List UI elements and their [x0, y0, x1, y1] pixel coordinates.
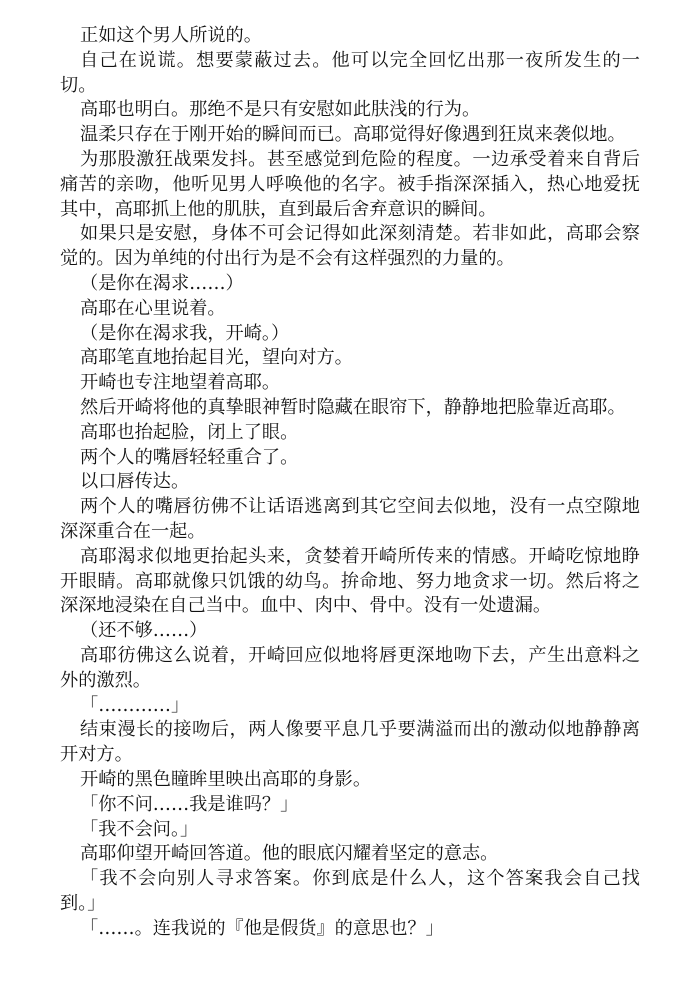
paragraph-21: 结束漫长的接吻后，两人像要平息几乎要满溢而出的激动似地静静离开对方。 — [60, 719, 640, 766]
paragraph-16: 两个人的嘴唇彷佛不让话语逃离到其它空间去似地，没有一点空隙地深深重合在一起。 — [60, 496, 640, 542]
paragraph-8: 高耶在心里说着。 — [80, 297, 226, 319]
paragraph-6: 如果只是安慰，身体不可会记得如此深刻清楚。若非如此，高耶会察觉的。因为单纯的付出行为是不会有这样强烈的力量的。 — [60, 223, 640, 270]
paragraph-7: （是你在渴求……） — [80, 272, 244, 294]
paragraph-5: 为那股激狂战栗发抖。甚至感觉到危险的程度。一边承受着来自背后痛苦的亲吻，他听见男人呼唤他的名字。被手指深深插入，热心地爱抚其中，高耶抓上他的肌肤，直到最后舍弃意识的瞬间。 — [60, 148, 640, 220]
paragraph-13: 高耶也抬起脸，闭上了眼。 — [80, 421, 299, 443]
paragraph-4: 温柔只存在于刚开始的瞬间而已。高耶觉得好像遇到狂岚来袭似地。 — [80, 124, 626, 146]
paragraph-20: 「…………」 — [80, 694, 190, 716]
paragraph-25: 高耶仰望开崎回答道。他的眼底闪耀着坚定的意志。 — [80, 843, 499, 865]
paragraph-15: 以口唇传达。 — [80, 471, 190, 493]
paragraph-3: 高耶也明白。那绝不是只有安慰如此肤浅的行为。 — [80, 99, 481, 121]
paragraph-9: （是你在渴求我，开崎。） — [80, 322, 290, 344]
paragraph-18: （还不够……） — [80, 620, 208, 642]
paragraph-12: 然后开崎将他的真挚眼神暂时隐藏在眼帘下，静静地把脸靠近高耶。 — [80, 396, 626, 418]
paragraph-19: 高耶彷佛这么说着，开崎回应似地将唇更深地吻下去，产生出意料之外的激烈。 — [60, 644, 640, 691]
paragraph-27: 「……。连我说的『他是假货』的意思也？」 — [80, 917, 444, 939]
paragraph-10: 高耶笔直地抬起目光，望向对方。 — [80, 347, 353, 369]
paragraph-23: 「你不问……我是谁吗？」 — [80, 793, 299, 815]
paragraph-26: 「我不会向别人寻求答案。你到底是什么人，这个答案我会自己找到。」 — [60, 868, 640, 914]
paragraph-24: 「我不会问。」 — [80, 818, 199, 840]
paragraph-22: 开崎的黑色瞳眸里映出高耶的身影。 — [80, 768, 372, 790]
paragraph-1: 正如这个男人所说的。 — [80, 25, 262, 46]
paragraph-17: 高耶渴求似地更抬起头来，贪婪着开崎所传来的情感。开崎吃惊地睁开眼睛。高耶就像只饥饿的幼鸟。拚命地、努力地贪求一切。然后将之深深地浸染在自己当中。血中、肉中、骨中。没有一处遗漏。 — [60, 545, 640, 617]
paragraph-2: 自己在说谎。想要蒙蔽过去。他可以完全回忆出那一夜所发生的一切。 — [60, 49, 640, 96]
paragraph-14: 两个人的嘴唇轻轻重合了。 — [80, 446, 299, 468]
paragraph-11: 开崎也专注地望着高耶。 — [80, 372, 281, 394]
novel-page-text — [60, 24, 640, 941]
